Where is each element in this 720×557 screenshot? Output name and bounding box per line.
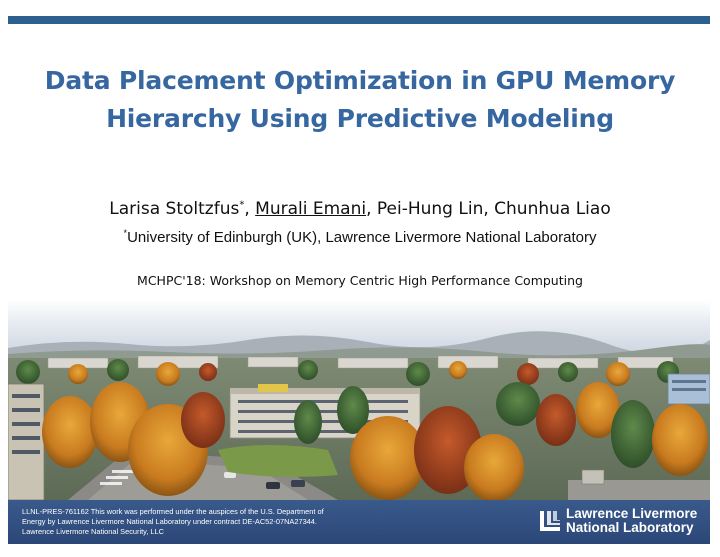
footer-line-2: Energy by Lawrence Livermore National Laboratory under contract DE-AC52-07NA27344. [22, 517, 317, 526]
title-line-1: Data Placement Optimization in GPU Memory [44, 66, 676, 95]
affiliation-marker: * [123, 228, 128, 238]
author-separator: , [244, 199, 256, 219]
llnl-logo [538, 506, 703, 538]
footer-disclaimer [22, 507, 382, 537]
llnl-logo-line-1: Lawrence Livermore [566, 506, 698, 521]
footer-line-1: LLNL-PRES-761162 This work was performed under the auspices of the U.S. Department of [22, 507, 324, 516]
campus-panorama-photo [8, 300, 710, 500]
llnl-logo-text [566, 507, 697, 535]
top-accent-bar [8, 16, 710, 24]
affiliation-text: University of Edinburgh (UK), Lawrence Livermore National Laboratory [127, 229, 597, 246]
author-rest: , Pei-Hung Lin, Chunhua Liao [366, 199, 611, 219]
affiliation [20, 227, 700, 249]
author-list [20, 197, 700, 221]
author-marker: * [239, 199, 245, 211]
llnl-logo-mark-icon [538, 509, 562, 533]
author-presenter: Murali Emani [255, 199, 367, 219]
llnl-logo-line-2: National Laboratory [566, 520, 694, 535]
workshop-name: MCHPC'18: Workshop on Memory Centric High Performance Computing [137, 273, 583, 288]
slide-title [20, 62, 700, 138]
author-first: Larisa Stoltzfus [109, 199, 240, 219]
footer-bar [8, 500, 710, 544]
title-line-2: Hierarchy Using Predictive Modeling [106, 104, 614, 133]
footer-line-3: Lawrence Livermore National Security, LLC [22, 527, 164, 536]
